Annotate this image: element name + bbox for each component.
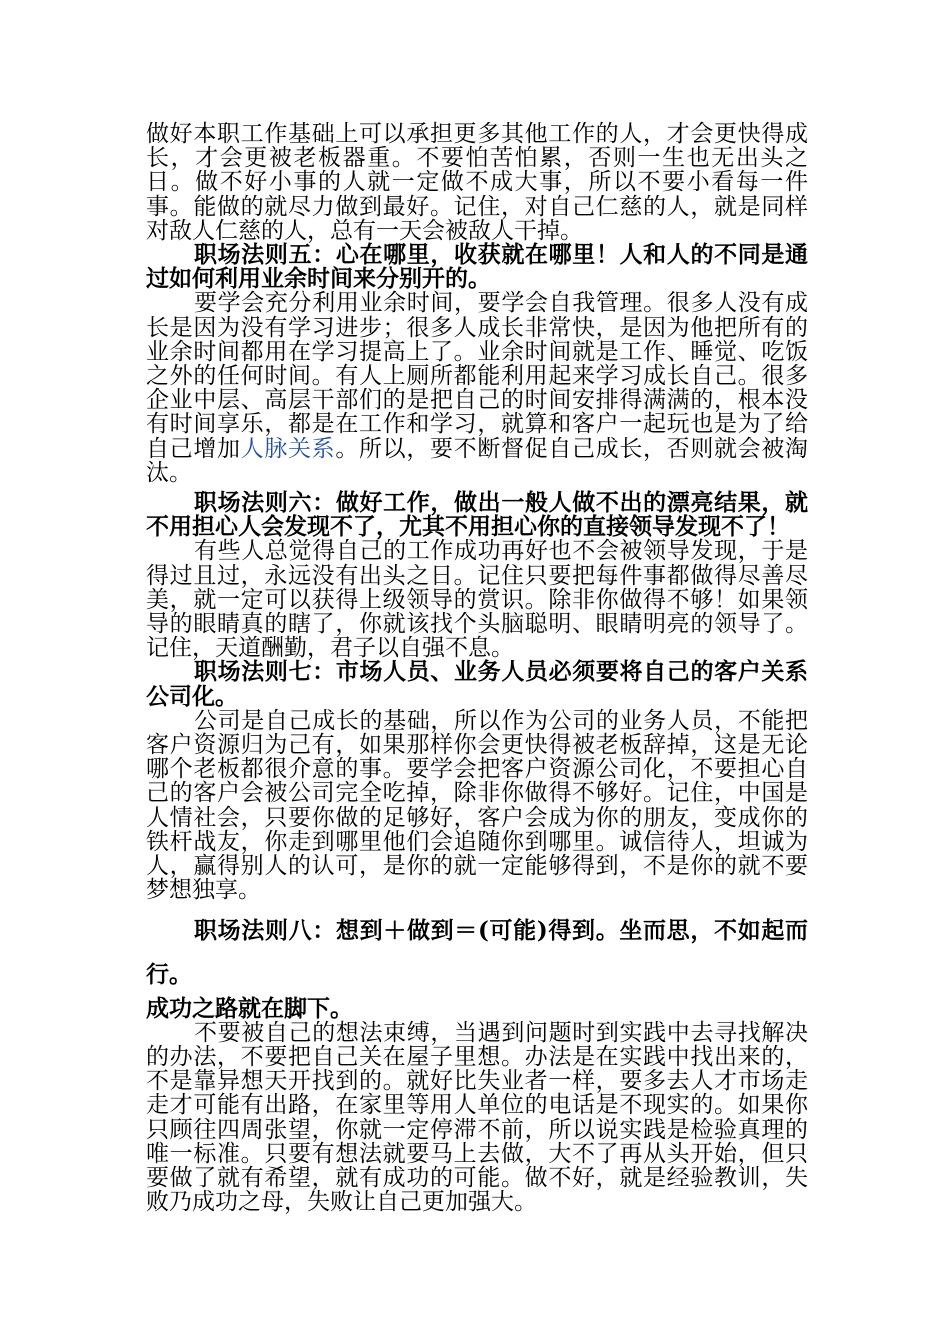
rule-eight-heading: 职场法则八：想到＋做到＝(可能)得到。坐而思，不如起而行。 — [146, 916, 808, 988]
document-page — [146, 122, 808, 1214]
rule-five-body — [146, 291, 808, 485]
network-relations-link[interactable]: 人脉关系 — [240, 435, 336, 462]
rule-six-body: 有些人总觉得自己的工作成功再好也不会被领导发现，于是得过且过，永远没有出头之日。记住只要把每件事都做得尽善尽美，就一定可以获得上级领导的赏识。除非你做得不够！如果领导的眼睛真的瞎了，你就该找个头脑聪明、眼睛明亮的领导了。记住，天道酬勤，君子以自强不息。 — [146, 538, 808, 662]
rule-five-body-text-before: 要学会充分利用业余时间，要学会自我管理。很多人没有成长是因为没有学习进步；很多人成长非常快，是因为他把所有的业余时间都用在学习提高上了。业余时间就是工作、睡觉、吃饭之外的任何时间。有人上厕所都能利用起来学习成长自己。很多企业中层、高层干部们的是把自己的时间安排得满满的，根本没有时间享乐，都是在工作和学习，就算和客户一起玩也是为了给自己增加 — [146, 290, 808, 462]
rule-six-heading: 职场法则六：做好工作，做出一般人做不出的漂亮结果，就不用担心人会发现不了，尤其不用担心你的直接领导发现不了！ — [146, 489, 808, 541]
rule-seven-body: 公司是自己成长的基础，所以作为公司的业务人员，不能把客户资源归为己有，如果那样你会更快得被老板辞掉，这是无论哪个老板都很介意的事。要学会把客户资源公司化，不要担心自己的客户会被公司完全吃掉，除非你做得不够好。记住，中国是人情社会，只要你做的足够好，客户会成为你的朋友，变成你的铁杆战友，你走到哪里他们会追随你到哪里。诚信待人，坦诚为人，赢得别人的认可，是你的就一定能够得到，不是你的就不要梦想独享。 — [146, 707, 808, 904]
rule-eight-body: 不要被自己的想法束缚，当遇到问题时到实践中去寻找解决的办法，不要把自己关在屋子里想。办法是在实践中找出来的，不是靠异想天开找到的。就好比失业者一样，要多去人才市场走走才可能有出路，在家里等用人单位的电话是不现实的。如果你只顾往四周张望，你就一定停滞不前，所以说实践是检验真理的唯一标准。只要有想法就要马上去做，大不了再从头开始，但只要做了就有希望，就有成功的可能。做不好，就是经验教训，失败乃成功之母，失败让自己更加强大。 — [146, 1019, 808, 1216]
paragraph-continuation: 做好本职工作基础上可以承担更多其他工作的人，才会更快得成长，才会更被老板器重。不要怕苦怕累，否则一生也无出头之日。做不好小事的人就一定做不成大事，所以不要小看每一件事。能做的就尽力做到最好。记住，对自己仁慈的人，就是同样对敌人仁慈的人，总有一天会被敌人干掉。 — [146, 121, 808, 244]
rule-eight-heading-continued: 成功之路就在脚下。 — [146, 994, 353, 1022]
rule-five-heading: 职场法则五：心在哪里，收获就在哪里！人和人的不同是通过如何利用业余时间来分别开的。 — [146, 241, 808, 293]
rule-seven-heading: 职场法则七：市场人员、业务人员必须要将自己的客户关系公司化。 — [146, 658, 808, 710]
rule-five-body-text-after: 。所以，要不断督促自己成长，否则就会被淘汰。 — [146, 435, 809, 486]
